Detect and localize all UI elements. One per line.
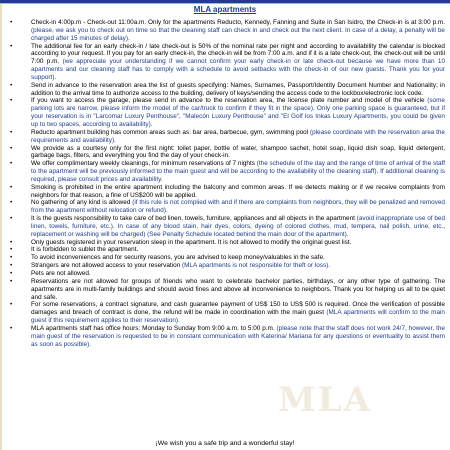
- rule-item: [7, 215, 445, 239]
- rule-item: [7, 246, 445, 254]
- watermark-logo: MLA: [278, 380, 372, 420]
- rule-item: [7, 43, 445, 82]
- rule-text: To avoid inconveniences and for security reasons, you are advised to keep money/valuables in the safe.: [31, 254, 325, 262]
- page-title: MLA apartments: [193, 5, 257, 14]
- bullet-icon: •: [10, 254, 13, 262]
- bullet-icon: •: [10, 262, 13, 270]
- rule-item: [7, 262, 445, 270]
- rule-item: [7, 199, 445, 215]
- bullet-icon: •: [10, 215, 13, 223]
- bullet-icon: •: [10, 238, 13, 246]
- bullet-icon: •: [10, 42, 13, 50]
- rule-item: [7, 145, 445, 161]
- bullet-icon: •: [10, 301, 13, 309]
- bullet-icon: •: [10, 128, 13, 136]
- bullet-icon: •: [10, 183, 13, 191]
- rule-item: [7, 239, 445, 247]
- bullet-icon: •: [10, 246, 13, 254]
- rule-item: [7, 270, 445, 278]
- rule-text: Strangers are not allowed access to your reservation: [31, 262, 182, 270]
- rule-text: It is the guests responsibility to take care of bed linen, towels, furniture, appliances and all objects in the apartment: [31, 215, 357, 223]
- rule-text: If you want to access the garage, please send in advance to the reservation area, the license plate number and model of the vehicle: [31, 97, 428, 105]
- rule-note: (MLA apartments will confirm to the main guest if this requirement applies to their reservation).: [31, 309, 445, 325]
- rule-text: We offer complimentary weekly cleanings, for minimum reservations of 7 nights: [31, 160, 257, 168]
- rule-text: MLA apartments staff has office hours: Monday to Sunday from 9:00 a.m. to 5:00 p.m.: [31, 324, 277, 332]
- bullet-icon: •: [10, 160, 13, 168]
- rule-note: (the schedule of the day and the range of time of arrival of the staff to the apartment will be previously informed to the main guest and will be according to the availability of the cleaning staff). If additional cleaning is required, please consult prices and availability.: [31, 160, 445, 183]
- bullet-icon: •: [10, 324, 13, 332]
- rule-item: [7, 184, 445, 200]
- rule-text: The additional fee for an early check-in / late check-out is 50% of the nominal rate per night and according to availability the calendar is blocked according to your request. If you pay for an early check-in, the check-in will be from 7:00 a.m. and if it is a late check-out, the check-out will be until 7:00 p.m.: [31, 42, 445, 66]
- rule-note: (please, we ask you to check out on time so that the cleaning staff can check in and check out the next client. In case of a delay, a penalty will be charged after 15 minutes of delay).: [31, 26, 445, 42]
- rule-item: [7, 19, 445, 43]
- rule-note: (if this rule is not complied with and if there are complaints from neighbors, they will be penalized and removed from the apartment without relocation or refund).: [31, 199, 445, 215]
- rule-item: [7, 301, 445, 325]
- rule-text: Pets are not allowed.: [31, 270, 91, 277]
- rule-item: [7, 129, 445, 145]
- rule-text: Smoking is prohibited in the entire apartment including the balcony and common areas. If we detects making or if we receive complaints from neighbors for that reason, a fine of US$200 will be applied.: [31, 183, 445, 199]
- rule-note: (some parking lots are narrow, please inform the model of the car/truck to confirm if they fit in the space). Only one parking space is guaranteed, but if your reservation is in "Larcomar Luxury Penthouse", "Malecón Luxury Penthouse" and "El Golf los Inkas Luxury Apartments, you could be given up to two spaces, according to availability).: [31, 97, 445, 128]
- rule-note: (please note that the staff does not work 24/7, however, the main guest of the reservation is requested to be in constant communication with Katerina/ Mariana for any questions or eventuality to assist them as soon as possible).: [31, 324, 445, 348]
- rule-item: [7, 82, 445, 98]
- rule-note: (please coordinate with the reservation area the requirements and availability).: [31, 128, 445, 144]
- rule-note: (we appreciate your understanding if we cannot confirm your early check-in or late check-out because we have more than 10 apartments and our cleaning staff has to comply with a schedule to avoid setbacks with the check-in of our new guests. Thank you for your support).: [31, 58, 446, 81]
- rule-item: [7, 160, 445, 184]
- bullet-icon: •: [10, 19, 13, 26]
- rule-item: [7, 325, 445, 349]
- rule-item: [7, 254, 445, 262]
- rule-text: Only guests registered in your reservation sleep in the apartment. It is not allowed to modify the original guest list.: [31, 238, 352, 246]
- bullet-icon: •: [10, 144, 13, 152]
- left-margin-rule: [0, 4, 2, 450]
- gold-accent-line: [0, 3, 450, 4]
- rules-list: [7, 19, 445, 348]
- rule-text: It is forbidden to sublet the apartment.: [31, 246, 139, 254]
- rule-item: [7, 97, 445, 128]
- rule-text: For some reservations, a contract signature, and cash guarantee payment of US$ 150 to US$ 500 is required. Once the verification of possible damages and breach of contract is done, the refund will be made in coordination with the main guest: [31, 301, 445, 317]
- rule-item: [7, 278, 445, 302]
- bullet-icon: •: [10, 270, 13, 277]
- bullet-icon: •: [10, 81, 13, 89]
- rule-text: Reducto apartment building has common areas such as: bar area, barbecue, gym, swimming pool: [31, 128, 310, 136]
- rule-text: We provide as a courtesy only for the first night: toilet paper, bottle of water, shampoo sachet, hotel soap, liquid dish soap, liquid detergent, garbage bags, filters, and everything you find the day of your check-in.: [31, 144, 445, 160]
- farewell-message: ¡We wish you a safe trip and a wonderful stay!: [155, 440, 295, 447]
- rule-note: (MLA apartments is not responsible for theft or loss).: [181, 262, 331, 270]
- rule-text: No gathering of any kind is allowed: [31, 199, 133, 207]
- bullet-icon: •: [10, 97, 13, 105]
- bullet-icon: •: [10, 199, 13, 207]
- bullet-icon: •: [10, 277, 13, 285]
- rule-note: (avoid inappropriate use of bed linen, towels, furniture, etc.). In case of any blood stain, hair dyes, colors, dyeing of colored clothes, mud, tempera, nail polish, urine, etc., replacement or washing will be charged) (See Penalty Schedule located behind the main door of the apartment).: [31, 215, 445, 238]
- rule-text: Send in advance to the reservation area the list of guests specifying: Names, Surnames, Passport/Identity Document Number and Nationality; in addition to the arrival time to authorize access to the building, delivery of keys/sending the access code to the lockbox/electronic lock code.: [31, 81, 445, 97]
- rule-text: Check-in 4:00p.m - Check-out 11:00a.m. Only for the apartments Reducto, Kennedy, Fanning and Suite in San Isidro, the Check-in is at 3:00 p.m.: [31, 19, 445, 26]
- rule-text: Reservations are not allowed for groups of friends who want to celebrate bachelor parties, birthdays, or any other type of gathering. The apartments are in multi-family buildings and should avoid fines and above all inconvenience to neighbors. Thank you for helping us all to be quiet and safe.: [31, 277, 445, 301]
